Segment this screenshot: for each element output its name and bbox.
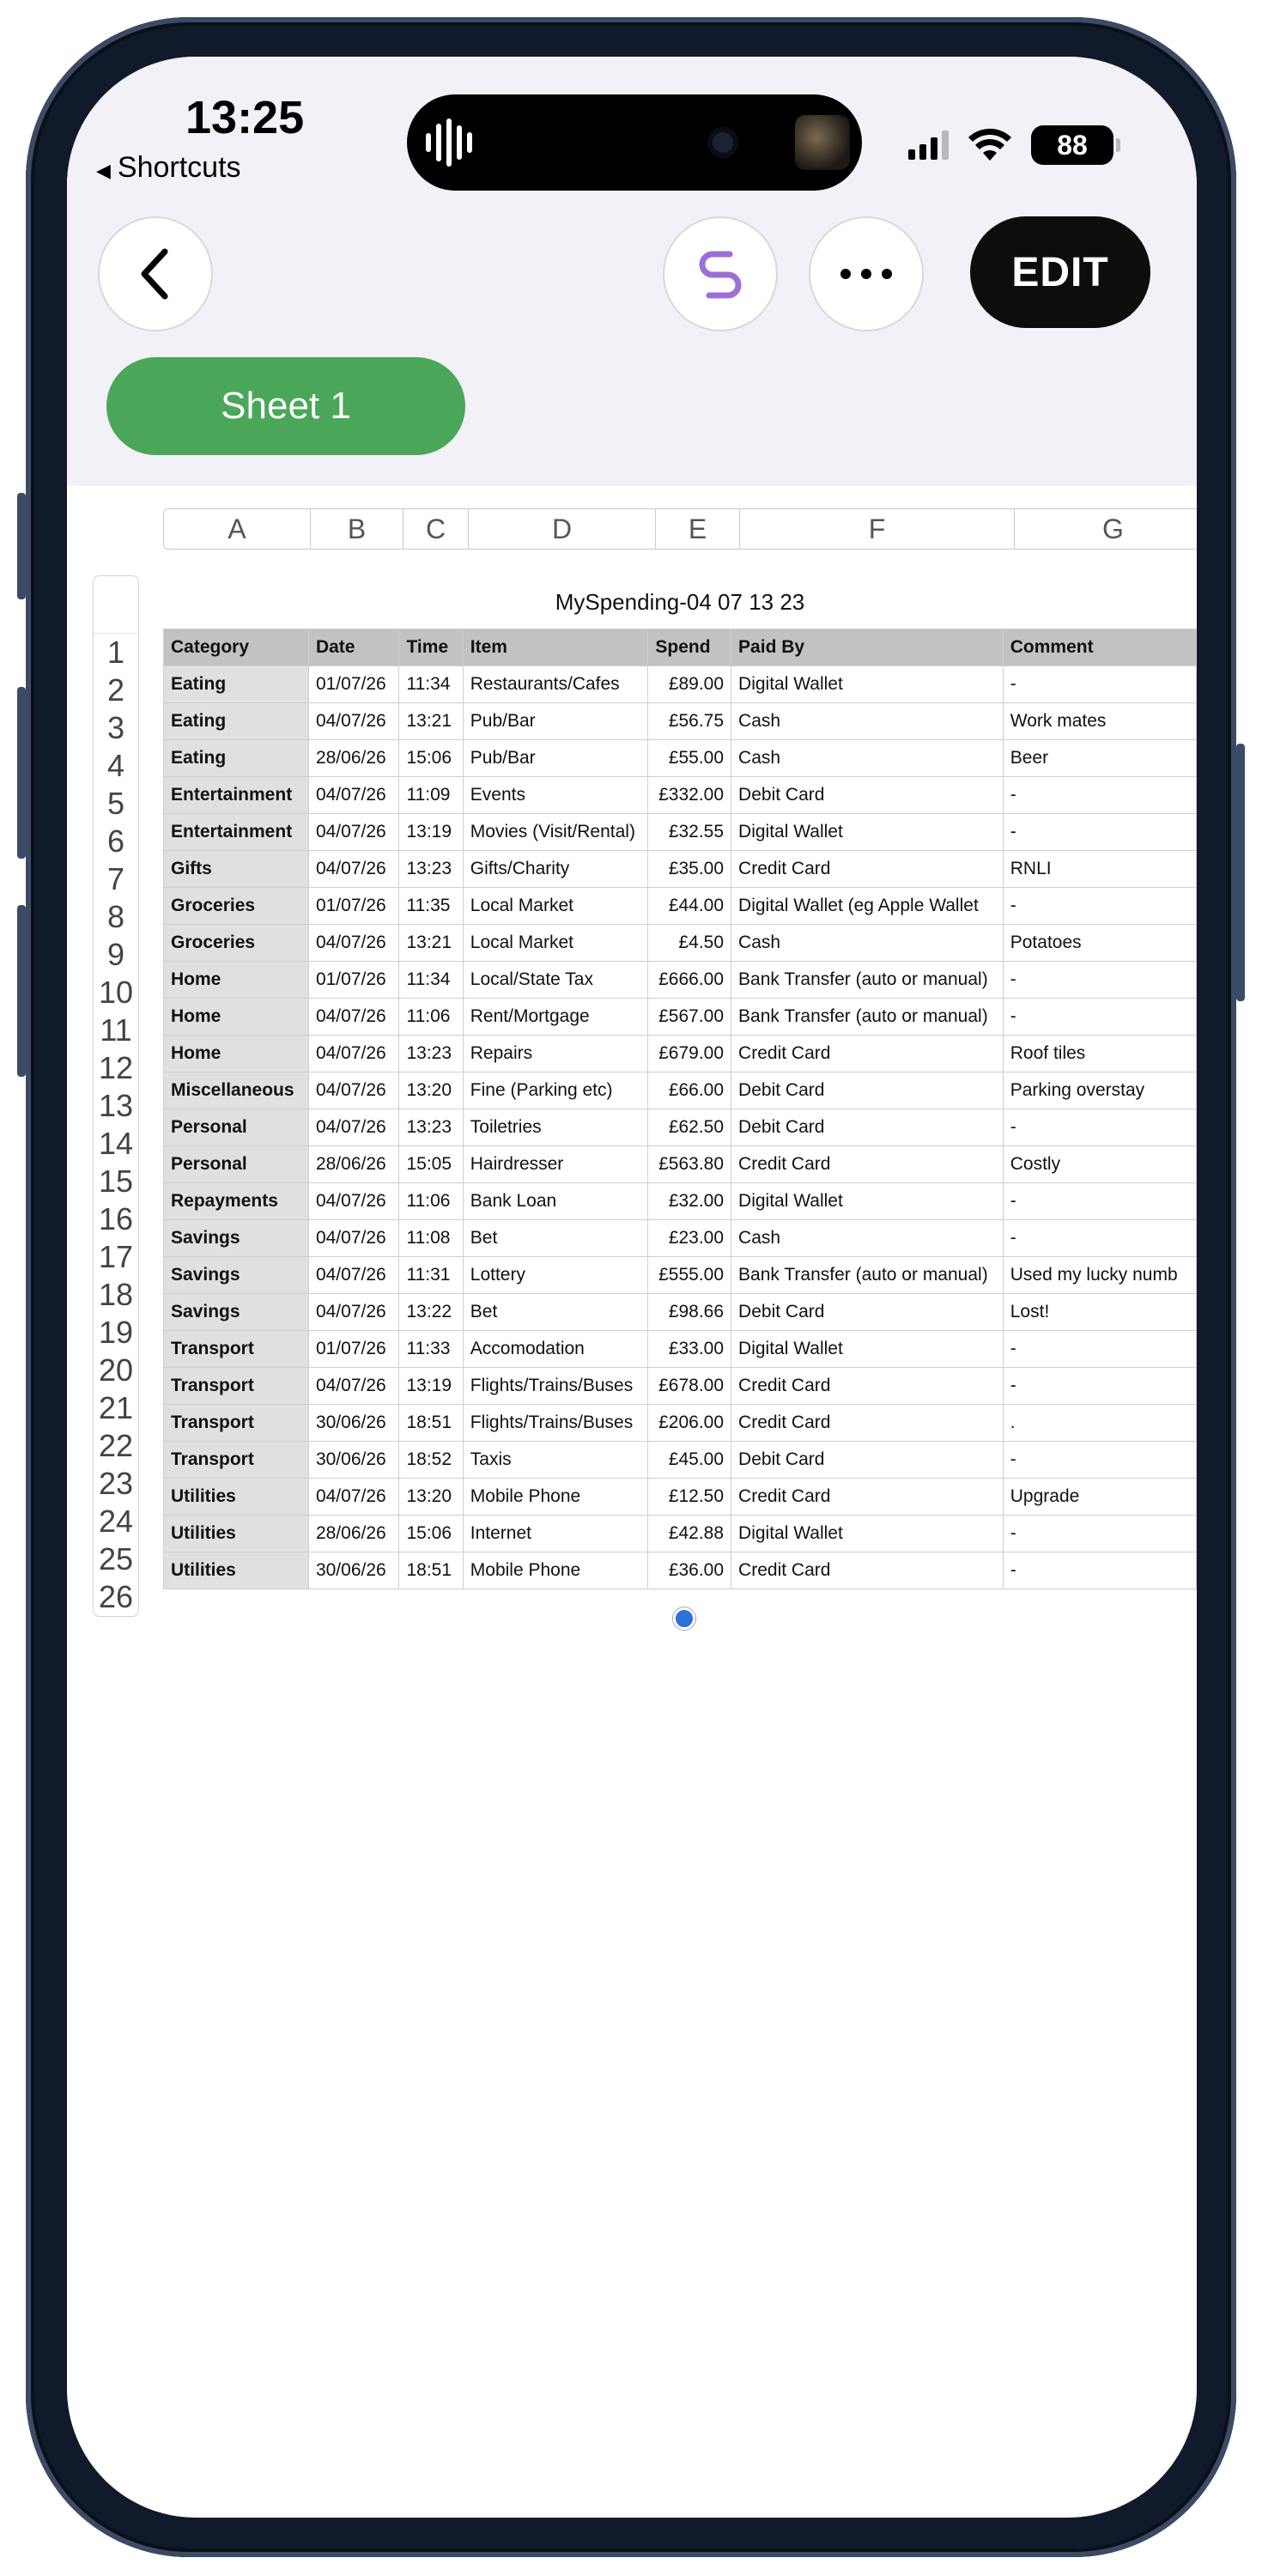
paid-by-cell[interactable]: Cash — [731, 740, 1004, 777]
sheet-tab[interactable]: Sheet 1 — [106, 357, 465, 455]
row-number[interactable]: 2 — [106, 672, 125, 708]
paid-by-cell[interactable]: Credit Card — [731, 1146, 1004, 1183]
time-cell[interactable]: 15:06 — [399, 1516, 463, 1552]
comment-cell[interactable]: - — [1003, 1331, 1196, 1368]
paid-by-cell[interactable]: Digital Wallet — [731, 666, 1004, 703]
item-cell[interactable]: Mobile Phone — [463, 1552, 648, 1589]
table-row — [164, 1072, 1197, 1109]
header-cell[interactable]: Category — [164, 629, 309, 666]
paid-by-cell[interactable]: Debit Card — [731, 1294, 1004, 1331]
table-row — [164, 740, 1197, 777]
spend-cell[interactable]: £666.00 — [648, 962, 731, 999]
comment-cell[interactable]: Lost! — [1003, 1294, 1196, 1331]
comment-cell[interactable]: Potatoes — [1003, 925, 1196, 962]
spend-cell[interactable]: £33.00 — [648, 1331, 731, 1368]
row-number[interactable]: 25 — [98, 1541, 134, 1577]
date-cell[interactable]: 04/07/26 — [308, 1479, 399, 1516]
category-cell[interactable]: Groceries — [164, 888, 309, 925]
category-cell[interactable]: Transport — [164, 1442, 309, 1479]
table-row — [164, 888, 1197, 925]
row-number[interactable]: 14 — [98, 1126, 134, 1161]
row-number[interactable]: 15 — [98, 1163, 134, 1199]
paid-by-cell[interactable]: Digital Wallet — [731, 1331, 1004, 1368]
item-cell[interactable]: Pub/Bar — [463, 740, 648, 777]
item-cell[interactable]: Repairs — [463, 1036, 648, 1072]
time-cell[interactable]: 11:06 — [399, 999, 463, 1036]
table-row — [164, 777, 1197, 814]
item-cell[interactable]: Bet — [463, 1294, 648, 1331]
category-cell[interactable]: Home — [164, 999, 309, 1036]
camera-icon — [707, 127, 738, 158]
category-cell[interactable]: Miscellaneous — [164, 1072, 309, 1109]
item-cell[interactable]: Local Market — [463, 925, 648, 962]
table-row — [164, 851, 1197, 888]
row-number[interactable]: 17 — [98, 1239, 134, 1274]
battery-level: 88 — [1057, 129, 1088, 161]
comment-cell[interactable]: Used my lucky numb — [1003, 1257, 1196, 1294]
spend-cell[interactable]: £44.00 — [648, 888, 731, 925]
comment-cell[interactable]: - — [1003, 1183, 1196, 1220]
item-cell[interactable]: Events — [463, 777, 648, 814]
time-cell[interactable]: 18:51 — [399, 1552, 463, 1589]
time-cell[interactable]: 11:09 — [399, 777, 463, 814]
item-cell[interactable]: Internet — [463, 1516, 648, 1552]
column-headers — [163, 508, 1197, 550]
comment-cell[interactable]: - — [1003, 1220, 1196, 1257]
category-cell[interactable]: Personal — [164, 1109, 309, 1146]
row-number[interactable]: 22 — [98, 1428, 134, 1463]
row-number[interactable]: 23 — [98, 1466, 134, 1501]
battery-indicator — [1031, 125, 1113, 165]
category-cell[interactable]: Eating — [164, 666, 309, 703]
time-cell[interactable]: 13:21 — [399, 703, 463, 740]
date-cell[interactable]: 30/06/26 — [308, 1442, 399, 1479]
time-cell[interactable]: 13:19 — [399, 814, 463, 851]
comment-cell[interactable]: - — [1003, 666, 1196, 703]
category-cell[interactable]: Gifts — [164, 851, 309, 888]
shortcut-link-icon — [690, 244, 750, 304]
date-cell[interactable]: 04/07/26 — [308, 1183, 399, 1220]
header-cell[interactable]: Paid By — [731, 629, 1004, 666]
table-row — [164, 1109, 1197, 1146]
category-cell[interactable]: Repayments — [164, 1183, 309, 1220]
time-cell[interactable]: 11:06 — [399, 1183, 463, 1220]
category-cell[interactable]: Eating — [164, 740, 309, 777]
row-number[interactable]: 18 — [98, 1277, 134, 1312]
comment-cell[interactable]: - — [1003, 1368, 1196, 1405]
time-cell[interactable]: 18:52 — [399, 1442, 463, 1479]
item-cell[interactable]: Movies (Visit/Rental) — [463, 814, 648, 851]
ellipsis-icon — [839, 267, 894, 281]
category-cell[interactable]: Utilities — [164, 1552, 309, 1589]
volume-down-button — [17, 905, 26, 1077]
category-cell[interactable]: Savings — [164, 1257, 309, 1294]
comment-cell[interactable]: - — [1003, 888, 1196, 925]
date-cell[interactable]: 04/07/26 — [308, 1257, 399, 1294]
row-number[interactable]: 21 — [98, 1390, 134, 1425]
time-cell[interactable]: 13:20 — [399, 1072, 463, 1109]
date-cell[interactable]: 28/06/26 — [308, 740, 399, 777]
category-cell[interactable]: Savings — [164, 1294, 309, 1331]
row-number[interactable]: 9 — [106, 937, 125, 972]
wifi-icon — [968, 128, 1012, 162]
spend-cell[interactable]: £89.00 — [648, 666, 731, 703]
row-number[interactable]: 13 — [98, 1088, 134, 1123]
date-cell[interactable]: 01/07/26 — [308, 1331, 399, 1368]
date-cell[interactable]: 04/07/26 — [308, 1368, 399, 1405]
back-triangle-icon: ◀ — [96, 160, 111, 181]
item-cell[interactable]: Local/State Tax — [463, 962, 648, 999]
time-cell[interactable]: 11:34 — [399, 962, 463, 999]
time-cell[interactable]: 11:34 — [399, 666, 463, 703]
spend-cell[interactable]: £32.00 — [648, 1183, 731, 1220]
category-cell[interactable]: Transport — [164, 1331, 309, 1368]
row-number[interactable]: 8 — [106, 899, 125, 934]
date-cell[interactable]: 04/07/26 — [308, 703, 399, 740]
table-row — [164, 1294, 1197, 1331]
table-row — [164, 1183, 1197, 1220]
header-cell[interactable]: Date — [308, 629, 399, 666]
table-row — [164, 1442, 1197, 1479]
item-cell[interactable]: Mobile Phone — [463, 1479, 648, 1516]
spend-cell[interactable]: £32.55 — [648, 814, 731, 851]
item-cell[interactable]: Taxis — [463, 1442, 648, 1479]
date-cell[interactable]: 04/07/26 — [308, 1072, 399, 1109]
table-row — [164, 666, 1197, 703]
paid-by-cell[interactable]: Debit Card — [731, 1072, 1004, 1109]
item-cell[interactable]: Restaurants/Cafes — [463, 666, 648, 703]
time-cell[interactable]: 11:31 — [399, 1257, 463, 1294]
date-cell[interactable]: 04/07/26 — [308, 1036, 399, 1072]
comment-cell[interactable]: Roof tiles — [1003, 1036, 1196, 1072]
date-cell[interactable]: 28/06/26 — [308, 1516, 399, 1552]
row-number[interactable]: 5 — [106, 786, 125, 821]
date-cell[interactable]: 04/07/26 — [308, 1220, 399, 1257]
spend-cell[interactable]: £563.80 — [648, 1146, 731, 1183]
row-number[interactable]: 26 — [98, 1579, 134, 1614]
date-cell[interactable]: 01/07/26 — [308, 888, 399, 925]
paid-by-cell[interactable]: Digital Wallet — [731, 1183, 1004, 1220]
item-cell[interactable]: Fine (Parking etc) — [463, 1072, 648, 1109]
row-number[interactable]: 11 — [100, 1012, 132, 1048]
spend-cell[interactable]: £56.75 — [648, 703, 731, 740]
spend-cell[interactable]: £42.88 — [648, 1516, 731, 1552]
paid-by-cell[interactable]: Credit Card — [731, 851, 1004, 888]
spend-cell[interactable]: £23.00 — [648, 1220, 731, 1257]
spend-cell[interactable]: £679.00 — [648, 1036, 731, 1072]
time-cell[interactable]: 13:22 — [399, 1294, 463, 1331]
comment-cell[interactable]: Parking overstay — [1003, 1072, 1196, 1109]
title-row-spacer — [94, 576, 138, 634]
table-row — [164, 1331, 1197, 1368]
spend-cell[interactable]: £35.00 — [648, 851, 731, 888]
header-row — [164, 629, 1197, 666]
item-cell[interactable]: Toiletries — [463, 1109, 648, 1146]
item-cell[interactable]: Flights/Trains/Buses — [463, 1405, 648, 1442]
row-number[interactable]: 16 — [98, 1201, 134, 1236]
column-header[interactable]: F — [740, 508, 1015, 550]
time-cell[interactable]: 13:20 — [399, 1479, 463, 1516]
table-row — [164, 1368, 1197, 1405]
category-cell[interactable]: Transport — [164, 1405, 309, 1442]
item-cell[interactable]: Hairdresser — [463, 1146, 648, 1183]
category-cell[interactable]: Entertainment — [164, 814, 309, 851]
spend-cell[interactable]: £678.00 — [648, 1368, 731, 1405]
item-cell[interactable]: Pub/Bar — [463, 703, 648, 740]
spending-table — [163, 629, 1197, 1589]
paid-by-cell[interactable]: Cash — [731, 925, 1004, 962]
spend-cell[interactable]: £567.00 — [648, 999, 731, 1036]
volume-up-button — [17, 687, 26, 859]
paid-by-cell[interactable]: Credit Card — [731, 1552, 1004, 1589]
category-cell[interactable]: Utilities — [164, 1516, 309, 1552]
item-cell[interactable]: Accomodation — [463, 1331, 648, 1368]
screen — [67, 57, 1197, 2518]
table-row — [164, 999, 1197, 1036]
column-header[interactable]: B — [311, 508, 403, 550]
table-row — [164, 1516, 1197, 1552]
date-cell[interactable]: 04/07/26 — [308, 1294, 399, 1331]
paid-by-cell[interactable]: Credit Card — [731, 1368, 1004, 1405]
column-header[interactable]: G — [1015, 508, 1197, 550]
row-number[interactable]: 20 — [98, 1352, 134, 1388]
comment-cell[interactable]: - — [1003, 1552, 1196, 1589]
date-cell[interactable]: 04/07/26 — [308, 1109, 399, 1146]
header-cell[interactable]: Comment — [1003, 629, 1196, 666]
header-cell[interactable]: Item — [463, 629, 648, 666]
row-number[interactable]: 6 — [106, 823, 125, 859]
table-row — [164, 1220, 1197, 1257]
row-number[interactable]: 7 — [106, 861, 125, 896]
album-art-icon — [795, 115, 850, 170]
time-cell[interactable]: 13:21 — [399, 925, 463, 962]
back-app-label: Shortcuts — [117, 151, 241, 184]
comment-cell[interactable]: . — [1003, 1405, 1196, 1442]
paid-by-cell[interactable]: Bank Transfer (auto or manual) — [731, 962, 1004, 999]
status-time: 13:25 — [185, 92, 305, 143]
table-row — [164, 925, 1197, 962]
spend-cell[interactable]: £62.50 — [648, 1109, 731, 1146]
paid-by-cell[interactable]: Cash — [731, 1220, 1004, 1257]
spend-cell[interactable]: £36.00 — [648, 1552, 731, 1589]
chevron-left-icon — [134, 246, 177, 301]
row-number[interactable]: 4 — [106, 748, 125, 783]
date-cell[interactable]: 30/06/26 — [308, 1552, 399, 1589]
action-button — [17, 493, 26, 599]
row-number[interactable]: 19 — [98, 1315, 134, 1350]
date-cell[interactable]: 30/06/26 — [308, 1405, 399, 1442]
comment-cell[interactable]: Beer — [1003, 740, 1196, 777]
spend-cell[interactable]: £98.66 — [648, 1294, 731, 1331]
column-header[interactable]: A — [163, 508, 311, 550]
paid-by-cell[interactable]: Digital Wallet — [731, 814, 1004, 851]
item-cell[interactable]: Rent/Mortgage — [463, 999, 648, 1036]
row-number[interactable]: 1 — [106, 635, 125, 670]
table-row — [164, 1405, 1197, 1442]
spend-cell[interactable]: £206.00 — [648, 1405, 731, 1442]
column-header[interactable]: D — [469, 508, 656, 550]
item-cell[interactable]: Local Market — [463, 888, 648, 925]
spend-cell[interactable]: £4.50 — [648, 925, 731, 962]
date-cell[interactable]: 04/07/26 — [308, 999, 399, 1036]
audio-waveform-icon — [426, 117, 481, 168]
paid-by-cell[interactable]: Cash — [731, 703, 1004, 740]
table-row — [164, 1146, 1197, 1183]
paid-by-cell[interactable]: Credit Card — [731, 1479, 1004, 1516]
paid-by-cell[interactable]: Debit Card — [731, 1109, 1004, 1146]
paid-by-cell[interactable]: Digital Wallet (eg Apple Wallet — [731, 888, 1004, 925]
shortcut-app-button[interactable] — [663, 216, 778, 331]
time-cell[interactable]: 11:08 — [399, 1220, 463, 1257]
header-cell[interactable]: Time — [399, 629, 463, 666]
more-options-button[interactable] — [809, 216, 924, 331]
row-number[interactable]: 24 — [98, 1504, 134, 1539]
comment-cell[interactable]: Upgrade — [1003, 1479, 1196, 1516]
item-cell[interactable]: Gifts/Charity — [463, 851, 648, 888]
spend-cell[interactable]: £12.50 — [648, 1479, 731, 1516]
paid-by-cell[interactable]: Bank Transfer (auto or manual) — [731, 999, 1004, 1036]
comment-cell[interactable]: - — [1003, 999, 1196, 1036]
date-cell[interactable]: 04/07/26 — [308, 851, 399, 888]
time-cell[interactable]: 13:23 — [399, 1036, 463, 1072]
comment-cell[interactable]: - — [1003, 1516, 1196, 1552]
item-cell[interactable]: Bet — [463, 1220, 648, 1257]
category-cell[interactable]: Groceries — [164, 925, 309, 962]
paid-by-cell[interactable]: Credit Card — [731, 1405, 1004, 1442]
paid-by-cell[interactable]: Credit Card — [731, 1036, 1004, 1072]
comment-cell[interactable]: - — [1003, 1109, 1196, 1146]
date-cell[interactable]: 01/07/26 — [308, 962, 399, 999]
paid-by-cell[interactable]: Bank Transfer (auto or manual) — [731, 1257, 1004, 1294]
column-header[interactable]: C — [403, 508, 469, 550]
date-cell[interactable]: 28/06/26 — [308, 1146, 399, 1183]
comment-cell[interactable]: RNLI — [1003, 851, 1196, 888]
time-cell[interactable]: 18:51 — [399, 1405, 463, 1442]
date-cell[interactable]: 01/07/26 — [308, 666, 399, 703]
spend-cell[interactable]: £555.00 — [648, 1257, 731, 1294]
table-row — [164, 1479, 1197, 1516]
date-cell[interactable]: 04/07/26 — [308, 925, 399, 962]
category-cell[interactable]: Entertainment — [164, 777, 309, 814]
paid-by-cell[interactable]: Digital Wallet — [731, 1516, 1004, 1552]
time-cell[interactable]: 11:33 — [399, 1331, 463, 1368]
cellular-signal-icon — [908, 131, 949, 160]
table-row — [164, 814, 1197, 851]
comment-cell[interactable]: - — [1003, 814, 1196, 851]
back-to-app-link[interactable] — [96, 151, 241, 185]
table-row — [164, 962, 1197, 999]
date-cell[interactable]: 04/07/26 — [308, 777, 399, 814]
category-cell[interactable]: Eating — [164, 703, 309, 740]
category-cell[interactable]: Savings — [164, 1220, 309, 1257]
time-cell[interactable]: 11:35 — [399, 888, 463, 925]
time-cell[interactable]: 15:06 — [399, 740, 463, 777]
selection-handle[interactable] — [673, 1607, 695, 1630]
row-number[interactable]: 10 — [98, 975, 134, 1010]
row-number-gutter — [93, 575, 139, 1617]
comment-cell[interactable]: - — [1003, 1442, 1196, 1479]
item-cell[interactable]: Bank Loan — [463, 1183, 648, 1220]
edit-button[interactable]: EDIT — [970, 216, 1150, 328]
status-indicators — [908, 124, 1113, 167]
comment-cell[interactable]: - — [1003, 962, 1196, 999]
time-cell[interactable]: 13:19 — [399, 1368, 463, 1405]
spend-cell[interactable]: £45.00 — [648, 1442, 731, 1479]
paid-by-cell[interactable]: Debit Card — [731, 777, 1004, 814]
category-cell[interactable]: Transport — [164, 1368, 309, 1405]
comment-cell[interactable]: - — [1003, 777, 1196, 814]
table-row — [164, 1552, 1197, 1589]
dynamic-island[interactable] — [407, 94, 862, 191]
comment-cell[interactable]: Work mates — [1003, 703, 1196, 740]
date-cell[interactable]: 04/07/26 — [308, 814, 399, 851]
spend-cell[interactable]: £66.00 — [648, 1072, 731, 1109]
spend-cell[interactable]: £55.00 — [648, 740, 731, 777]
comment-cell[interactable]: Costly — [1003, 1146, 1196, 1183]
table-row — [164, 703, 1197, 740]
category-cell[interactable]: Personal — [164, 1146, 309, 1183]
table-row — [164, 1257, 1197, 1294]
power-button — [1236, 744, 1245, 1001]
category-cell[interactable]: Utilities — [164, 1479, 309, 1516]
category-cell[interactable]: Home — [164, 962, 309, 999]
row-number[interactable]: 3 — [106, 710, 125, 745]
spend-cell[interactable]: £332.00 — [648, 777, 731, 814]
paid-by-cell[interactable]: Debit Card — [731, 1442, 1004, 1479]
time-cell[interactable]: 15:05 — [399, 1146, 463, 1183]
item-cell[interactable]: Lottery — [463, 1257, 648, 1294]
column-header[interactable]: E — [656, 508, 740, 550]
sheet-title[interactable]: MySpending-04 07 13 23 — [555, 589, 805, 615]
back-button[interactable] — [98, 216, 213, 331]
time-cell[interactable]: 13:23 — [399, 851, 463, 888]
row-number[interactable]: 12 — [98, 1050, 134, 1085]
item-cell[interactable]: Flights/Trains/Buses — [463, 1368, 648, 1405]
time-cell[interactable]: 13:23 — [399, 1109, 463, 1146]
category-cell[interactable]: Home — [164, 1036, 309, 1072]
table-row — [164, 1036, 1197, 1072]
header-cell[interactable]: Spend — [648, 629, 731, 666]
